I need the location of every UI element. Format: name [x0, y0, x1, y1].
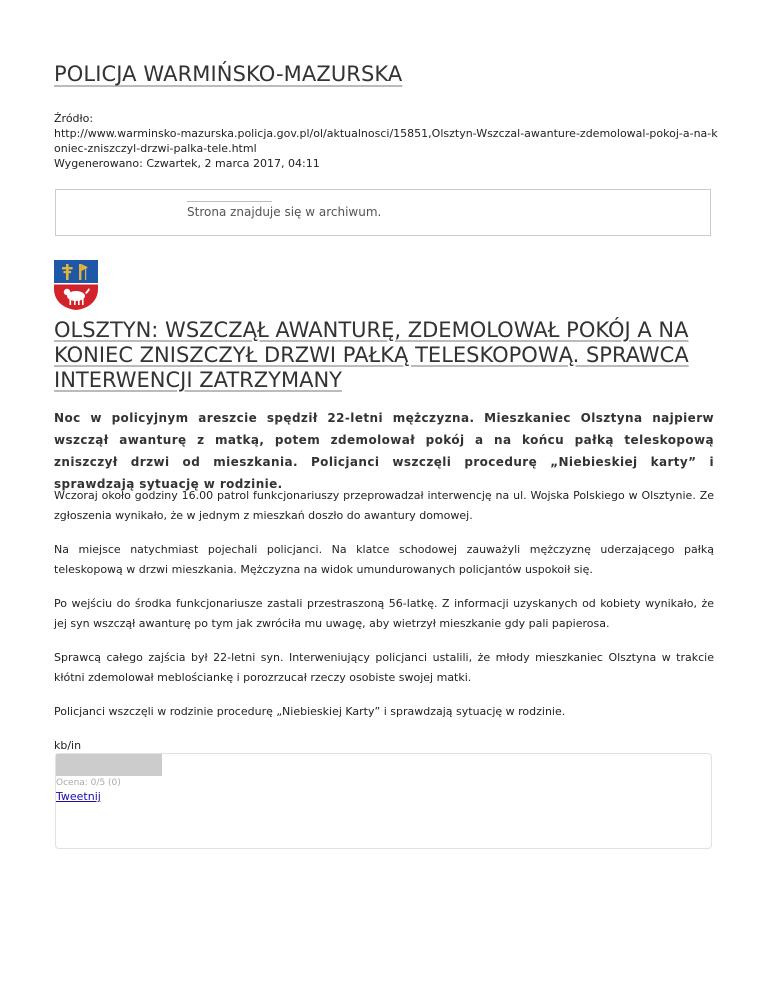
rating-score: Ocena: 0/5 (0)	[56, 778, 121, 788]
article-body	[54, 486, 714, 770]
article-paragraph: Wczoraj około godziny 16.00 patrol funkcjonariuszy przeprowadzał interwencję na ul. Wojska Polskiego w Olsztynie. Ze zgłoszenia wynikało, że w jednym z mieszkań doszło do awantury domowej.	[54, 489, 714, 522]
tweet-link[interactable]: Tweetnij	[56, 790, 101, 803]
generated-date: Wygenerowano: Czwartek, 2 marca 2017, 04:11	[54, 157, 320, 170]
rating-box	[55, 753, 712, 849]
source-url: http://www.warminsko-mazurska.policja.gov.pl/ol/aktualnosci/15851,Olsztyn-Wszczal-awanture-zdemolowal-pokoj-a-na-koniec-zniszczyl-drzwi-palka-tele.html	[54, 127, 718, 155]
article-paragraph: Policjanci wszczęli w rodzinie procedurę „Niebieskiej Karty” i sprawdzają sytuację w rodzinie.	[54, 705, 566, 718]
article-paragraph: Sprawcą całego zajścia był 22-letni syn. Interweniujący policjanci ustalili, że młody mieszkaniec Olsztyna w trakcie kłótni zdemolował meblościankę i porozrzucał rzeczy osobiste swojej matki.	[54, 651, 714, 684]
archive-notice: Strona znajduje się w archiwum.	[187, 205, 382, 219]
document-meta	[54, 111, 719, 171]
archive-notice-box	[55, 189, 711, 236]
archive-divider	[187, 201, 272, 202]
site-title[interactable]: POLICJA WARMIŃSKO-MAZURSKA	[54, 62, 403, 86]
article-paragraph: Po wejściu do środka funkcjonariusze zastali przestraszoną 56-latkę. Z informacji uzyskanych od kobiety wynikało, że jej syn wszczął awanturę po tym jak zwróciła mu uwagę, aby wietrzył mieszkanie gdy pali papierosa.	[54, 597, 714, 630]
rating-bar[interactable]	[56, 754, 162, 776]
article-lead: Noc w policyjnym areszcie spędził 22-letni mężczyzna. Mieszkaniec Olsztyna najpierw wszczął awanturę z matką, potem zdemolował pokój a na końcu pałką teleskopową zniszczył drzwi od mieszkania. Policjanci wszczęli procedurę „Niebieskiej karty” i sprawdzają sytuację w rodzinie.	[54, 411, 714, 491]
article-signature: kb/in	[54, 739, 82, 752]
source-label: Źródło:	[54, 112, 94, 125]
article-paragraph: Na miejsce natychmiast pojechali policjanci. Na klatce schodowej zauważyli mężczyznę uderzającego pałką teleskopową w drzwi mieszkania. Mężczyzna na widok umundurowanych policjantów uspokoił się.	[54, 543, 714, 576]
article-headline: OLSZTYN: WSZCZĄŁ AWANTURĘ, ZDEMOLOWAŁ POKÓJ A NA KONIEC ZNISZCZYŁ DRZWI PAŁKĄ TELESKOPOWĄ. SPRAWCA INTERWENCJI ZATRZYMANY	[54, 318, 689, 392]
coat-of-arms-icon	[53, 259, 99, 311]
